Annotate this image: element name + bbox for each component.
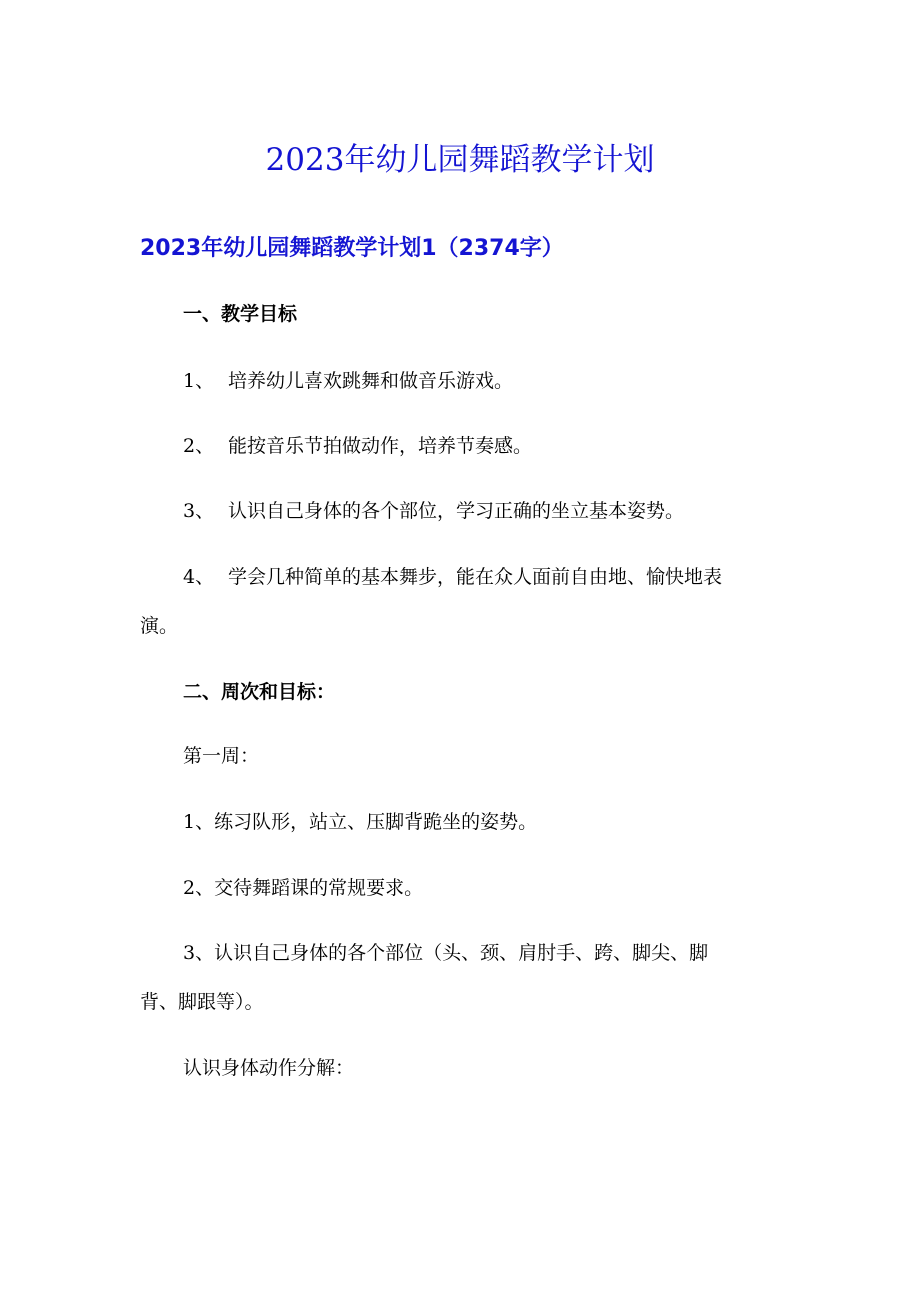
goal-number: 2、 — [183, 435, 215, 457]
goal-item-4 — [183, 562, 838, 592]
teaching-goals-heading: 一、教学目标 — [183, 303, 298, 325]
week-item-1: 1、练习队形，站立、压脚背跪坐的姿势。 — [183, 811, 538, 833]
document-title: 2023年幼儿园舞蹈教学计划 — [265, 142, 655, 178]
goal-number: 4、 — [183, 566, 215, 588]
section-heading: 2023年幼儿园舞蹈教学计划1（2374字） — [140, 236, 564, 261]
week-item-3-continuation: 背、脚跟等）。 — [140, 991, 264, 1013]
goal-text: 学会几种简单的基本舞步，能在众人面前自由地、愉快地表 — [228, 566, 723, 588]
weeks-and-goals-heading: 二、周次和目标： — [183, 681, 336, 703]
goal-item-3 — [183, 496, 838, 526]
closing-line: 认识身体动作分解： — [183, 1057, 355, 1079]
goal-item-4-continuation: 演。 — [140, 615, 179, 637]
goal-number: 1、 — [183, 370, 215, 392]
goal-item-2 — [183, 431, 838, 461]
goal-item-1 — [183, 366, 838, 396]
goal-text: 培养幼儿喜欢跳舞和做音乐游戏。 — [228, 370, 514, 392]
week-label: 第一周： — [183, 745, 260, 767]
goal-text: 能按音乐节拍做动作，培养节奏感。 — [228, 435, 533, 457]
goal-text: 认识自己身体的各个部位，学习正确的坐立基本姿势。 — [228, 500, 685, 522]
week-item-2: 2、交待舞蹈课的常规要求。 — [183, 877, 424, 899]
week-item-3: 3、认识自己身体的各个部位（头、颈、肩肘手、跨、脚尖、脚 — [183, 942, 709, 964]
goal-number: 3、 — [183, 500, 215, 522]
